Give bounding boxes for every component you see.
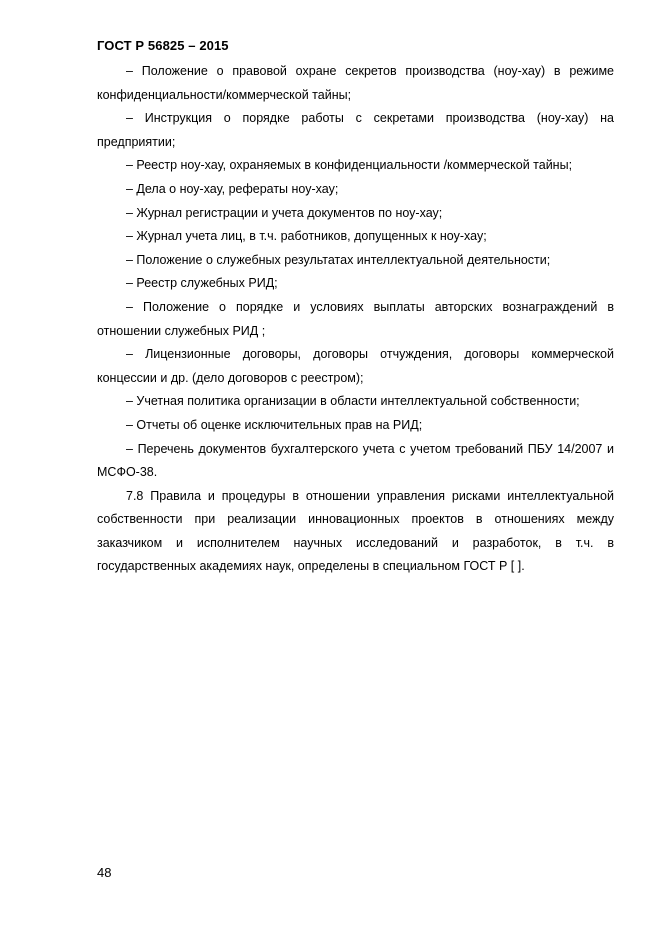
list-item-know-how-instruction: – Инструкция о порядке работы с секретами производства (ноу-хау) на предприятии; <box>97 111 614 149</box>
list-item-trade-secret-regulation: – Положение о правовой охране секретов производства (ноу-хау) в режиме конфиденциальности/коммерческой тайны; <box>97 64 614 102</box>
list-item-author-remuneration-regulation: – Положение о порядке и условиях выплаты авторских вознаграждений в отношении служебных РИД ; <box>97 299 614 338</box>
list-item-persons-journal: – Журнал учета лиц, в т.ч. работников, допущенных к ноу-хау; <box>126 229 487 244</box>
list-item-valuation-reports: – Отчеты об оценке исключительных прав на РИД; <box>126 417 423 432</box>
list-item-service-rid-register: – Реестр служебных РИД; <box>126 276 278 291</box>
list-item-service-results-regulation: – Положение о служебных результатах интеллектуальной деятельности; <box>126 252 551 267</box>
document-standard-header: ГОСТ Р 56825 – 2015 <box>97 38 229 53</box>
document-body <box>97 60 614 579</box>
list-item-accounting-policy: – Учетная политика организации в области интеллектуальной собственности; <box>126 394 580 409</box>
section-7-8-paragraph: 7.8 Правила и процедуры в отношении управления рисками интеллектуальной собственности при реализации инновационных проектов в отношениях между заказчиком и исполнителем научных исследований и разработок, в т.ч. в государственных академиях наук, определены в специальном ГОСТ Р [ ]. <box>97 488 614 574</box>
page-number: 48 <box>97 865 112 880</box>
list-item-know-how-files: – Дела о ноу-хау, рефераты ноу-хау; <box>126 181 339 196</box>
list-item-accounting-documents: – Перечень документов бухгалтерского учета с учетом требований ПБУ 14/2007 и МСФО-38. <box>97 441 614 480</box>
list-item-know-how-register: – Реестр ноу-хау, охраняемых в конфиденциальности /коммерческой тайны; <box>126 158 573 173</box>
list-item-document-registration-journal: – Журнал регистрации и учета документов по ноу-хау; <box>126 205 443 220</box>
list-item-license-agreements: – Лицензионные договоры, договоры отчуждения, договоры коммерческой концессии и др. (дело договоров с реестром); <box>97 347 614 385</box>
